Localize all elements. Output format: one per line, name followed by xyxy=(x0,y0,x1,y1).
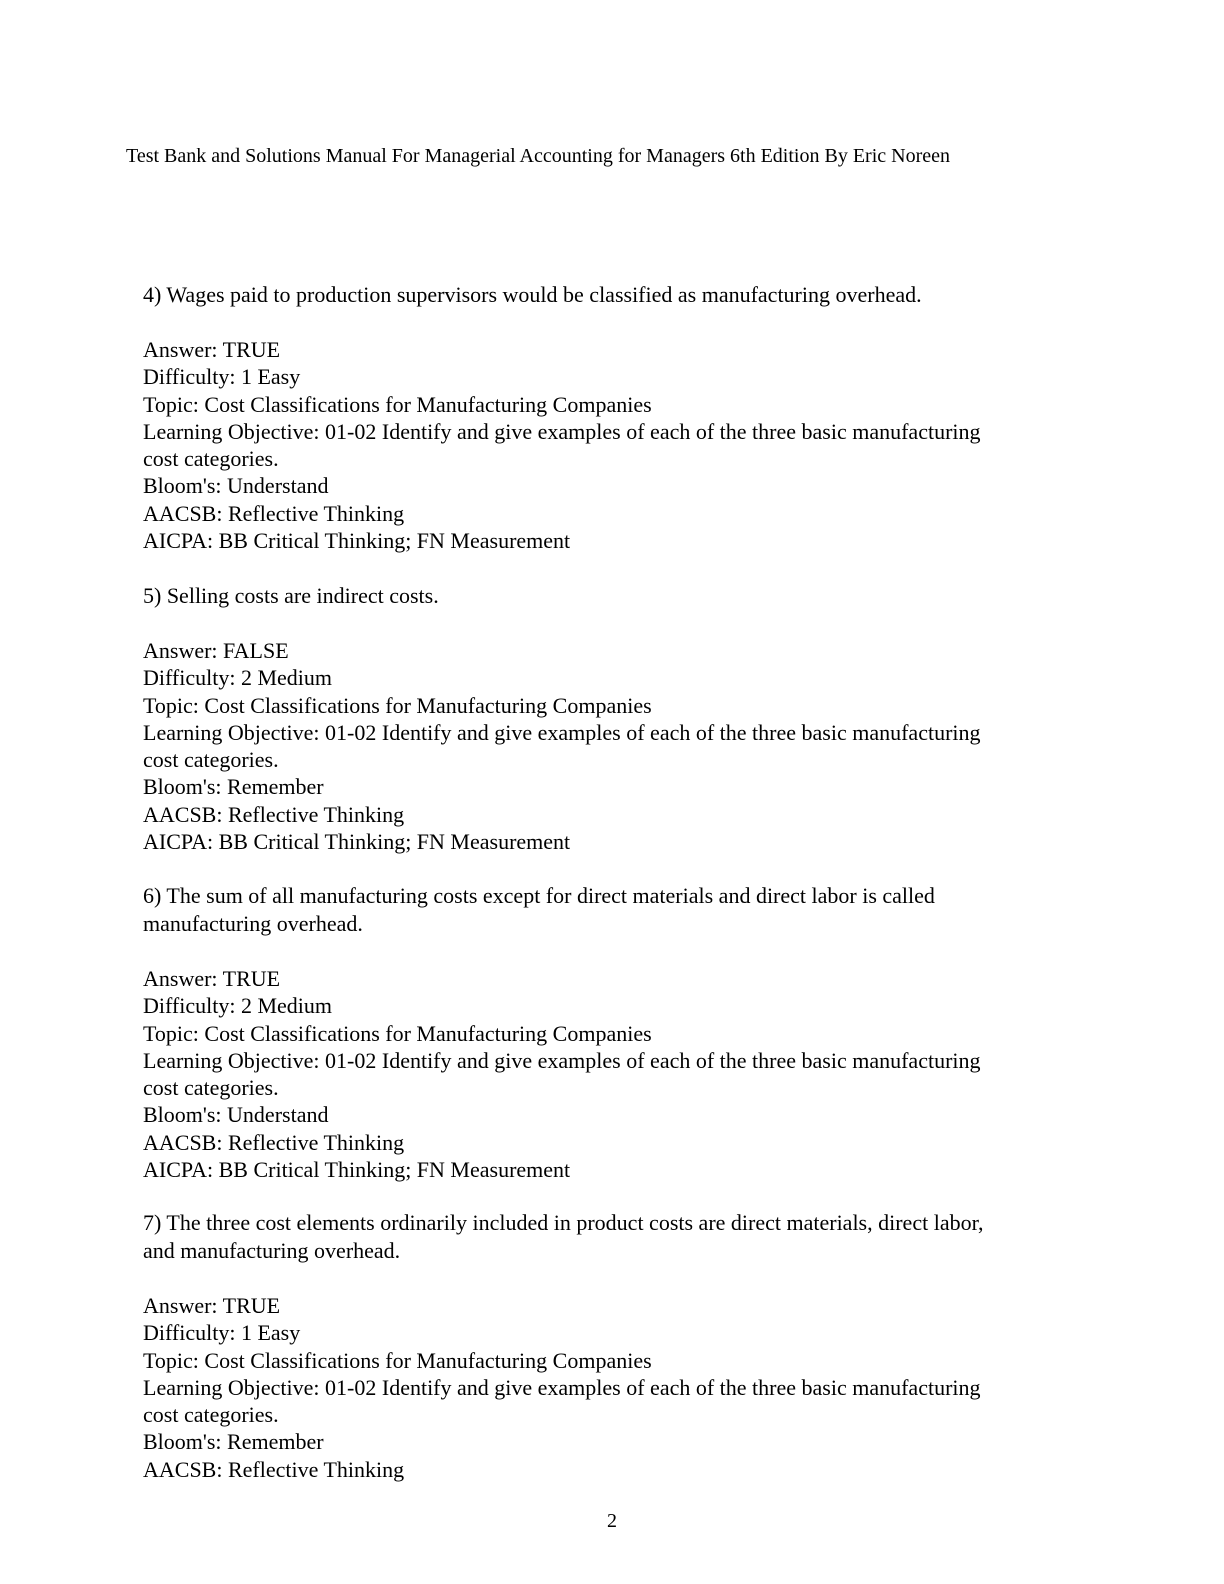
difficulty-line: Difficulty: 2 Medium xyxy=(143,665,333,691)
aicpa-line: AICPA: BB Critical Thinking; FN Measurement xyxy=(143,829,571,855)
aacsb-line: AACSB: Reflective Thinking xyxy=(143,801,405,827)
question-stem-continuation: and manufacturing overhead. xyxy=(143,1238,401,1263)
learning-objective-continuation: cost categories. xyxy=(143,1075,279,1101)
question-metadata xyxy=(143,965,1063,1183)
page-number: 2 xyxy=(607,1510,617,1532)
learning-objective-continuation: cost categories. xyxy=(143,1402,279,1428)
document-header: Test Bank and Solutions Manual For Managerial Accounting for Managers 6th Edition By Eric Noreen xyxy=(126,145,950,167)
topic-line: Topic: Cost Classifications for Manufacturing Companies xyxy=(143,692,652,718)
aacsb-line: AACSB: Reflective Thinking xyxy=(143,1129,405,1155)
answer-line: Answer: TRUE xyxy=(143,966,281,991)
answer-line: Answer: TRUE xyxy=(143,1293,281,1318)
difficulty-line: Difficulty: 1 Easy xyxy=(143,364,301,390)
learning-objective-line: Learning Objective: 01-02 Identify and give examples of each of the three basic manufacturing xyxy=(143,1374,981,1400)
question-5 xyxy=(143,582,1063,855)
question-metadata xyxy=(143,637,1063,855)
blooms-line: Bloom's: Remember xyxy=(143,1429,324,1455)
question-7 xyxy=(143,1209,1063,1483)
learning-objective-line: Learning Objective: 01-02 Identify and give examples of each of the three basic manufacturing xyxy=(143,1047,981,1073)
learning-objective-continuation: cost categories. xyxy=(143,446,279,472)
question-stem-continuation: manufacturing overhead. xyxy=(143,911,363,936)
topic-line: Topic: Cost Classifications for Manufacturing Companies xyxy=(143,391,652,417)
difficulty-line: Difficulty: 1 Easy xyxy=(143,1320,301,1346)
question-metadata xyxy=(143,1292,1063,1483)
question-6 xyxy=(143,882,1063,1183)
topic-line: Topic: Cost Classifications for Manufacturing Companies xyxy=(143,1020,652,1046)
answer-line: Answer: TRUE xyxy=(143,337,281,362)
answer-line: Answer: FALSE xyxy=(143,638,289,663)
question-stem: 6) The sum of all manufacturing costs except for direct materials and direct labor is called xyxy=(143,883,935,908)
topic-line: Topic: Cost Classifications for Manufacturing Companies xyxy=(143,1347,652,1373)
learning-objective-line: Learning Objective: 01-02 Identify and give examples of each of the three basic manufacturing xyxy=(143,418,981,444)
blooms-line: Bloom's: Understand xyxy=(143,1102,329,1128)
learning-objective-continuation: cost categories. xyxy=(143,747,279,773)
difficulty-line: Difficulty: 2 Medium xyxy=(143,993,333,1019)
question-stem: 5) Selling costs are indirect costs. xyxy=(143,583,439,608)
question-4 xyxy=(143,281,1063,554)
blooms-line: Bloom's: Understand xyxy=(143,473,329,499)
aicpa-line: AICPA: BB Critical Thinking; FN Measurement xyxy=(143,1157,571,1183)
aacsb-line: AACSB: Reflective Thinking xyxy=(143,1456,405,1482)
aacsb-line: AACSB: Reflective Thinking xyxy=(143,500,405,526)
question-stem: 4) Wages paid to production supervisors would be classified as manufacturing overhead. xyxy=(143,282,922,307)
blooms-line: Bloom's: Remember xyxy=(143,774,324,800)
aicpa-line: AICPA: BB Critical Thinking; FN Measurement xyxy=(143,528,571,554)
question-metadata xyxy=(143,336,1063,554)
learning-objective-line: Learning Objective: 01-02 Identify and give examples of each of the three basic manufacturing xyxy=(143,719,981,745)
question-stem: 7) The three cost elements ordinarily included in product costs are direct materials, direct labor, xyxy=(143,1210,984,1235)
